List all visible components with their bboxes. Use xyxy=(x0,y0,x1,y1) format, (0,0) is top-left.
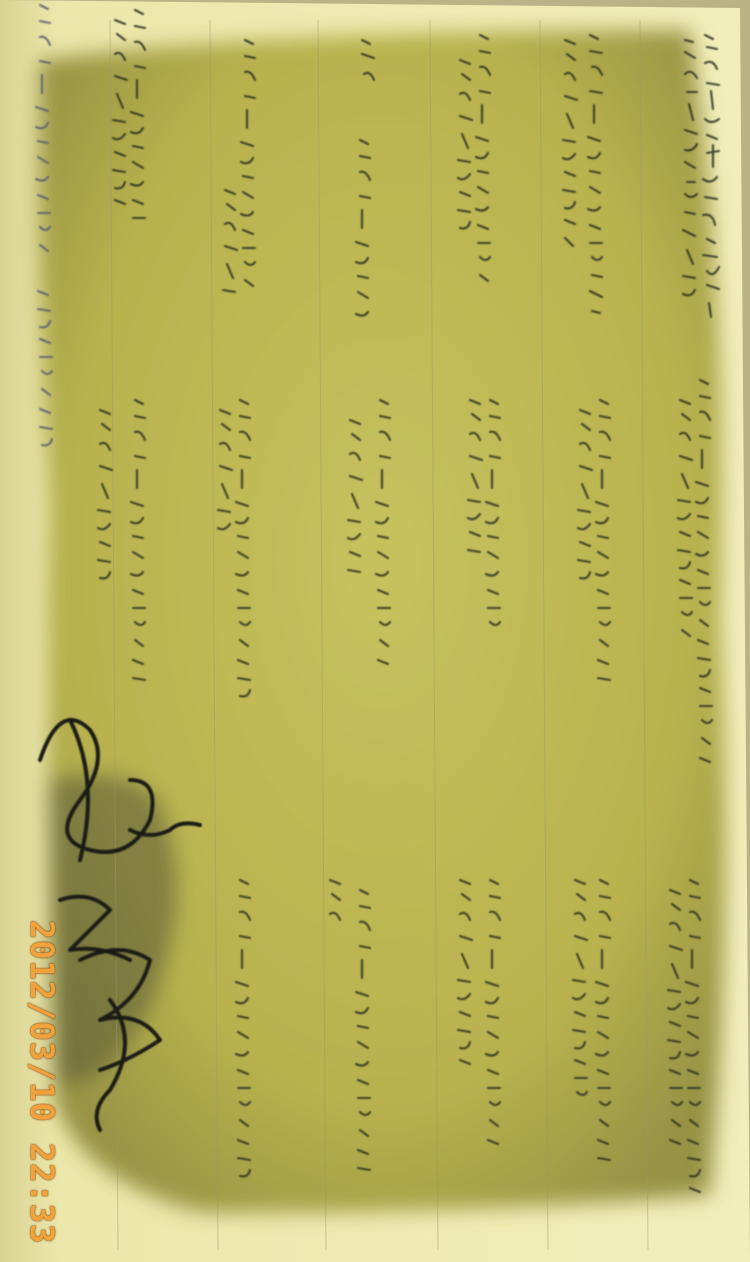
paper-stain xyxy=(39,30,726,1213)
camera-timestamp: 2012/03/10 22:33 xyxy=(23,920,61,1245)
